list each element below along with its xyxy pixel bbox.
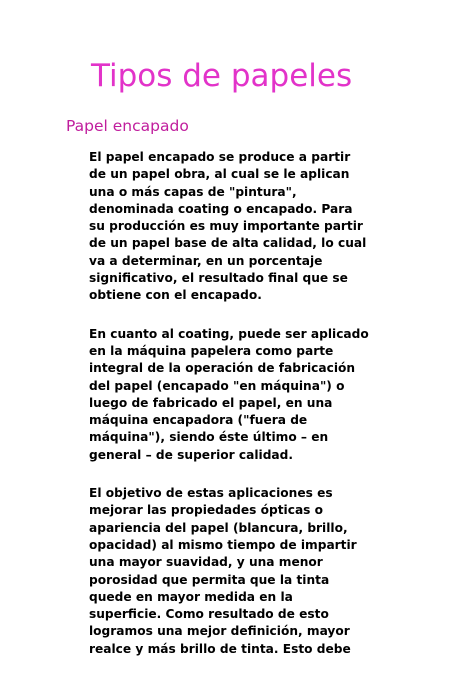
text-line: su producción es muy importante partir bbox=[89, 219, 363, 234]
text-line: del papel (encapado "en máquina") o bbox=[89, 378, 345, 393]
text-line: máquina encapadora ("fuera de bbox=[89, 413, 308, 428]
paragraph-2 bbox=[89, 326, 389, 464]
text-line: va a determinar, en un porcentaje bbox=[89, 253, 323, 268]
paragraph-3 bbox=[89, 485, 389, 658]
text-line: una o más capas de "pintura", bbox=[89, 184, 297, 199]
text-line: apariencia del papel (blancura, brillo, bbox=[89, 520, 348, 535]
text-line: El objetivo de estas aplicaciones es bbox=[89, 486, 333, 501]
text-line: obtiene con el encapado. bbox=[89, 288, 262, 303]
paragraph-1 bbox=[89, 149, 389, 305]
text-line: porosidad que permita que la tinta bbox=[89, 572, 330, 587]
page-title: Tipos de papeles bbox=[91, 58, 353, 94]
section-heading: Papel encapado bbox=[66, 117, 189, 135]
text-line: integral de la operación de fabricación bbox=[89, 361, 356, 376]
text-line: mejorar las propiedades ópticas o bbox=[89, 503, 324, 518]
text-line: El papel encapado se produce a partir bbox=[89, 150, 351, 164]
text-line: denominada coating o encapado. Para bbox=[89, 201, 353, 216]
text-line: de un papel base de alta calidad, lo cual bbox=[89, 236, 367, 251]
text-line: quede en mayor medida en la bbox=[89, 589, 293, 604]
text-line: una mayor suavidad, y una menor bbox=[89, 555, 323, 570]
text-line: luego de fabricado el papel, en una bbox=[89, 395, 333, 410]
body-text bbox=[89, 149, 389, 679]
text-line: general – de superior calidad. bbox=[89, 447, 293, 462]
text-line: superficie. Como resultado de esto bbox=[89, 607, 329, 622]
text-line: de un papel obra, al cual se le aplican bbox=[89, 167, 350, 182]
text-line: En cuanto al coating, puede ser aplicado bbox=[89, 326, 369, 341]
text-line: logramos una mejor definición, mayor bbox=[89, 624, 350, 639]
text-line: significativo, el resultado final que se bbox=[89, 271, 348, 286]
text-line: opacidad) al mismo tiempo de impartir bbox=[89, 537, 357, 552]
text-line: realce y más brillo de tinta. Esto debe bbox=[89, 641, 351, 656]
text-line: máquina"), siendo éste último – en bbox=[89, 430, 329, 445]
text-line: en la máquina papelera como parte bbox=[89, 343, 334, 358]
